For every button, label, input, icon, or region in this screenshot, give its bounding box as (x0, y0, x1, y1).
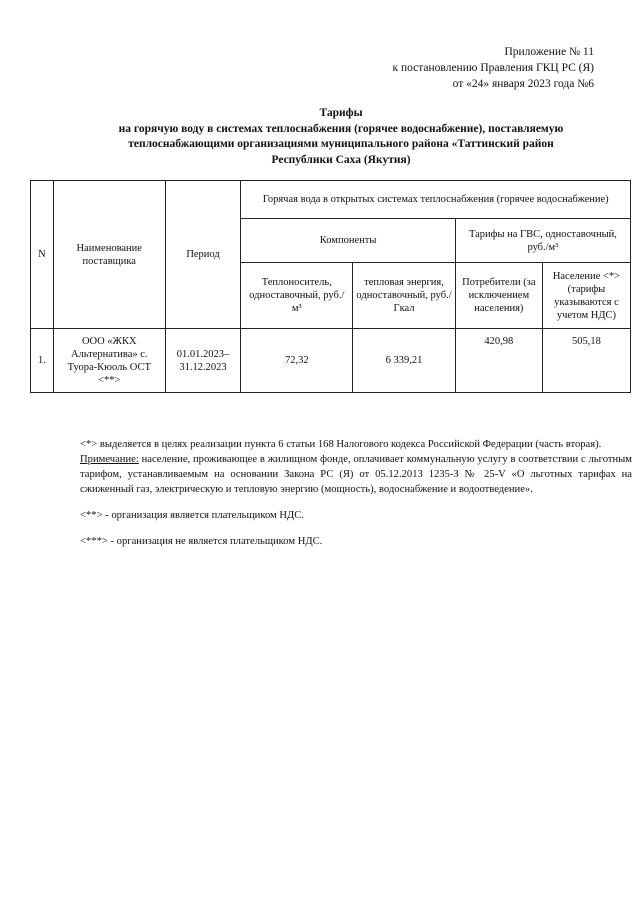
cell-n: 1. (31, 329, 54, 393)
appendix-date: от «24» января 2023 года №6 (452, 78, 594, 90)
header-coolant: Теплоноситель, одноставочный, руб./м³ (241, 263, 353, 329)
footnote-vat-payer: <**> - организация является плательщиком НДС. (80, 510, 304, 521)
cell-supplier: ООО «ЖКХ Альтернатива» с. Туора-Кюоль ОСТ <**> (53, 329, 165, 393)
header-period: Период (165, 181, 241, 329)
table-row (31, 329, 631, 393)
header-supplier: Наименование поставщика (53, 181, 165, 329)
cell-coolant: 72,32 (241, 329, 353, 393)
remark-text: население, проживающее в жилищном фонде, оплачивает коммунальную услугу в соответствии с льготным тарифом, устанавливаемым на основании Закона РС (Я) от 05.12.2013 1235-З № 25-V «О льготных тарифах на сжиженный газ, электрическую и тепловую энергию (мощность), водоснабжение и водоотведение». (80, 454, 632, 495)
remark-label: Примечание: (80, 454, 139, 465)
footnotes (80, 437, 632, 549)
cell-population: 505,18 (542, 329, 630, 393)
footnote-non-vat-payer: <***> - организация не является плательщиком НДС. (80, 536, 323, 547)
header-heat-energy: тепловая энергия, одноставочный, руб./Гкал (353, 263, 456, 329)
cell-period: 01.01.2023–31.12.2023 (165, 329, 241, 393)
header-population: Население <*> (тарифы указываются с учетом НДС) (542, 263, 630, 329)
document-title (80, 106, 602, 168)
cell-consumers: 420,98 (455, 329, 542, 393)
tariff-table (30, 180, 631, 393)
footnote-remark (80, 452, 632, 497)
appendix-resolution: к постановлению Правления ГКЦ РС (Я) (392, 62, 594, 74)
appendix-header (393, 44, 595, 92)
title-line-3: теплоснабжающими организациями муниципального района «Таттинский район (128, 138, 554, 150)
appendix-number: Приложение № 11 (504, 46, 594, 58)
header-components: Компоненты (241, 219, 455, 263)
title-line-2: на горячую воду в системах теплоснабжения (горячее водоснабжение), поставляемую (118, 122, 564, 135)
header-gvs-tariffs: Тарифы на ГВС, одноставочный, руб./м³ (455, 219, 630, 263)
header-n: N (31, 181, 54, 329)
title-line-4: Республики Саха (Якутия) (271, 153, 411, 166)
cell-heat-energy: 6 339,21 (353, 329, 456, 393)
header-consumers: Потребители (за исключением населения) (455, 263, 542, 329)
footnote-vat-allocation: <*> выделяется в целях реализации пункта 6 статьи 168 Налогового кодекса Российской Федерации (часть вторая). (80, 439, 602, 450)
title-line-1: Тарифы (319, 107, 363, 119)
header-group: Горячая вода в открытых системах теплоснабжения (горячее водоснабжение) (241, 181, 631, 219)
